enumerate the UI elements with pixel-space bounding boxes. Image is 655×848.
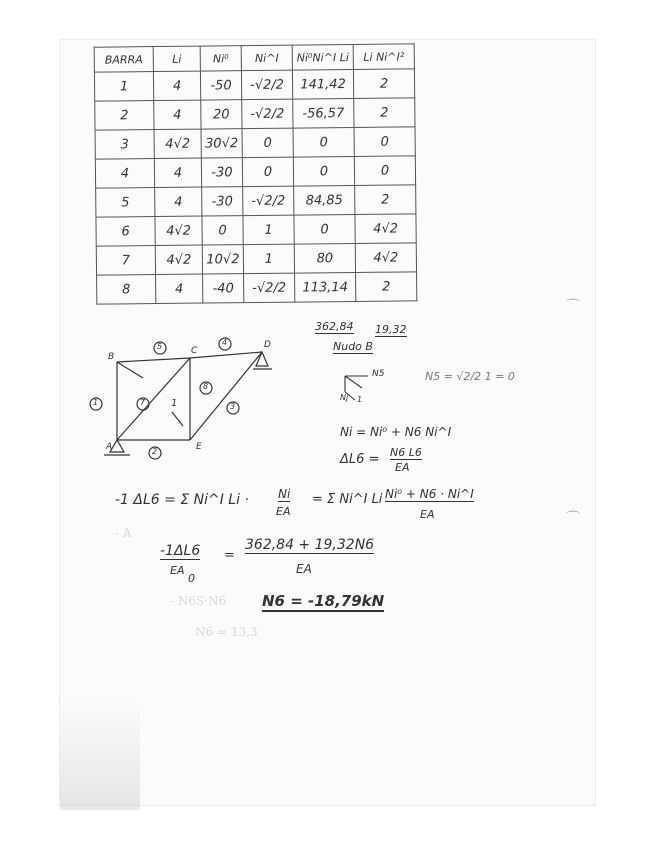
cell-li: 4: [153, 71, 200, 100]
cell-product: 0: [293, 127, 354, 157]
step-lhs: -1ΔL6: [160, 543, 201, 559]
bar-label-3: 3: [230, 402, 236, 411]
bar-label-2: 2: [152, 447, 158, 456]
cell-product: 0: [294, 214, 355, 244]
cell-li-ni1-sq: 2: [355, 185, 416, 215]
sum-product: 362,84: [315, 320, 354, 333]
formula-dl6-den: EA: [395, 461, 410, 474]
cell-ni0: -50: [200, 71, 241, 100]
nudo-n5: N5: [372, 369, 385, 379]
result: N6 = -18,79kN: [262, 592, 385, 610]
node-label-c: C: [191, 346, 198, 356]
virtual-rhs-num: Ni⁰ + N6 · Ni^I: [385, 487, 474, 501]
cell-ni1: -√2/2: [241, 70, 292, 100]
margin-mark-1: ⌒: [566, 299, 580, 315]
cell-ni1: -√2/2: [243, 186, 294, 216]
margin-mark-2: ⌒: [566, 511, 580, 527]
cell-li-ni1-sq: 2: [354, 98, 415, 128]
header-li-ni1-sq: Li Ni^I²: [353, 44, 414, 70]
cell-li: 4: [154, 100, 201, 129]
step-lhs-den: EA: [170, 564, 185, 577]
cell-product: 84,85: [294, 185, 355, 215]
cell-li: 4: [154, 158, 201, 187]
bar-label-8: 8: [203, 382, 209, 391]
cell-li-ni1-sq: 2: [356, 272, 417, 302]
ghost-text-1: - A: [115, 526, 132, 540]
formula-ni: Ni = Ni⁰ + N6 Ni^I: [340, 425, 452, 439]
nudo-unit: 1: [357, 395, 363, 404]
step-zero: 0: [188, 572, 195, 585]
cell-product: 80: [294, 243, 355, 273]
header-ni0: Ni⁰: [200, 46, 241, 71]
bar-label-4: 4: [222, 338, 228, 347]
cell-li-ni1-sq: 0: [354, 127, 415, 157]
node-label-a: A: [106, 442, 113, 452]
cell-barra: 4: [95, 159, 154, 189]
cell-barra: 8: [97, 275, 156, 305]
cell-product: 141,42: [292, 69, 353, 99]
unit-load-label: 1: [171, 398, 178, 409]
node-label-e: E: [196, 442, 202, 452]
ghost-text-3: N6 = 13,3: [195, 625, 258, 639]
cell-ni1: 1: [243, 244, 294, 274]
cell-ni1: 0: [242, 157, 293, 187]
cell-ni1: -√2/2: [242, 99, 293, 129]
bar-label-1: 1: [93, 398, 99, 407]
node-label-d: D: [264, 340, 271, 350]
header-barra: BARRA: [94, 47, 153, 73]
cell-li: 4√2: [154, 129, 201, 158]
cell-ni0: -30: [201, 158, 242, 187]
cell-ni0: 20: [201, 100, 242, 129]
virtual-frac-num: Ni: [278, 487, 291, 501]
cell-product: -56,57: [293, 98, 354, 128]
cell-ni0: 30√2: [201, 129, 242, 158]
node-label-b: B: [108, 352, 115, 362]
cell-li-ni1-sq: 2: [353, 69, 414, 99]
step-den: EA: [296, 562, 312, 576]
header-li: Li: [153, 46, 200, 71]
cell-ni1: -√2/2: [244, 273, 295, 303]
formula-dl6-num: N6 L6: [390, 446, 422, 459]
cell-product: 0: [293, 156, 354, 186]
header-product: Ni⁰Ni^I Li: [292, 44, 353, 70]
nudo-equation: N5 = √2/2 1 = 0: [425, 370, 515, 383]
cell-barra: 2: [95, 101, 154, 131]
step-num: 362,84 + 19,32N6: [245, 537, 375, 553]
cell-li: 4: [156, 274, 203, 303]
cell-li: 4√2: [155, 245, 202, 274]
cell-ni1: 1: [243, 215, 294, 245]
cell-barra: 7: [96, 246, 155, 276]
cell-ni0: 10√2: [202, 245, 243, 274]
cell-li-ni1-sq: 4√2: [355, 243, 416, 273]
cell-barra: 1: [94, 72, 153, 102]
cell-ni0: -30: [202, 187, 243, 216]
cell-barra: 3: [95, 130, 154, 160]
cell-ni0: 0: [202, 216, 243, 245]
cell-barra: 5: [96, 188, 155, 218]
cell-li: 4√2: [155, 216, 202, 245]
bar-label-5: 5: [157, 342, 163, 351]
step-equals: =: [224, 548, 235, 563]
cell-li-ni1-sq: 4√2: [355, 214, 416, 244]
cell-li: 4: [155, 187, 202, 216]
virtual-work-lhs: -1 ΔL6 = Σ Ni^I Li ·: [115, 492, 249, 508]
sum-li-ni1-sq: 19,32: [375, 323, 407, 336]
ghost-text-2: - N6S·N6: [170, 594, 227, 608]
virtual-frac-den: EA: [276, 505, 291, 518]
bar-label-7: 7: [140, 398, 146, 407]
nudo-nj: Nj: [340, 393, 349, 402]
formula-dl6-lhs: ΔL6 =: [340, 452, 380, 467]
virtual-mid: = Σ Ni^I Li: [312, 492, 383, 507]
cell-product: 113,14: [295, 272, 356, 302]
header-ni1: Ni^I: [241, 45, 292, 71]
nudo-title: Nudo B: [333, 340, 373, 353]
virtual-rhs-den: EA: [420, 508, 435, 521]
cell-ni1: 0: [242, 128, 293, 158]
cell-li-ni1-sq: 0: [354, 156, 415, 186]
cell-barra: 6: [96, 217, 155, 247]
cell-ni0: -40: [203, 274, 244, 303]
